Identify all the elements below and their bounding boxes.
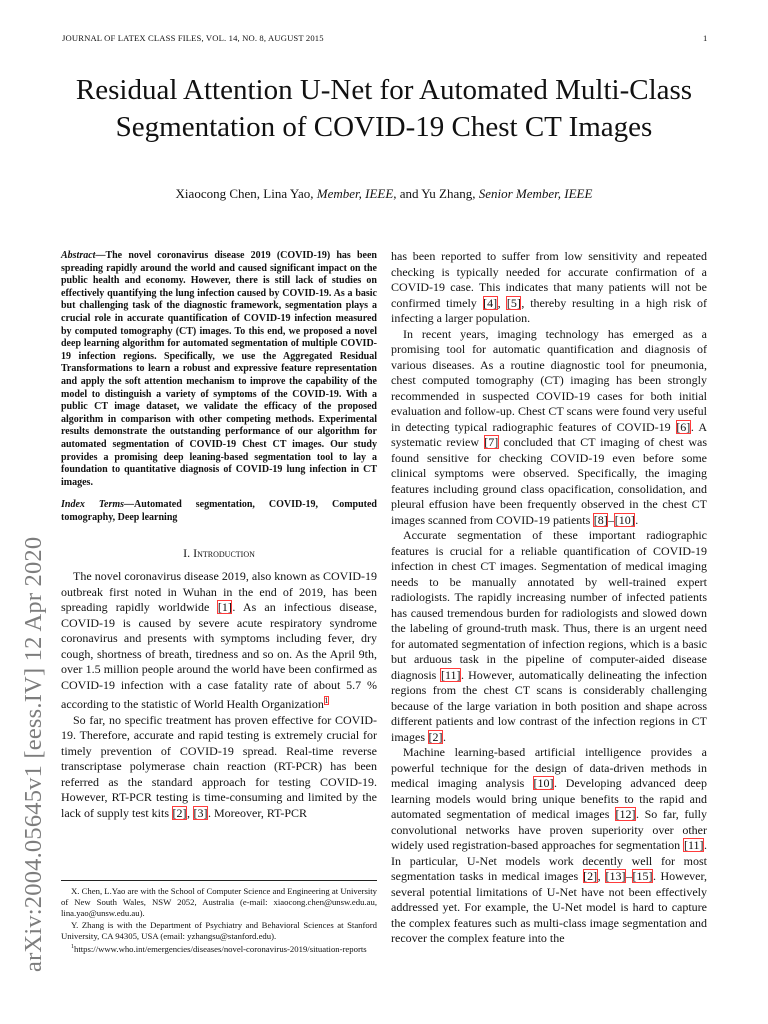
- citation-link[interactable]: [7]: [484, 435, 499, 449]
- author-role-2: Senior Member, IEEE: [478, 186, 593, 201]
- paragraph: has been reported to suffer from low sensitivity and repeated checking is typically needed for accurate confirmation of a COVID-19 case. This indicates that many patients will not be confirmed timely [4], [5], thereby resulting in a high risk of infecting a larger population.: [391, 249, 708, 325]
- citation-link[interactable]: [10]: [533, 776, 554, 790]
- index-terms: [61, 499, 377, 524]
- running-header: JOURNAL OF LATEX CLASS FILES, VOL. 14, NO. 8, AUGUST 2015: [62, 33, 324, 43]
- paragraph: So far, no specific treatment has proven effective for COVID-19. Therefore, accurate and rapid testing is extremely crucial for timely prevention of COVID-19 spread. Real-time reverse transcriptase polymerase chain reaction (RT-PCR) has been referred as the standard approach for testing COVID-19. However, RT-PCR testing is time-consuming and limited by the lack of supply test kits [2], [3]. Moreover, RT-PCR: [61, 712, 377, 820]
- citation-link[interactable]: [12]: [615, 807, 636, 821]
- citation-link[interactable]: [2]: [172, 805, 187, 820]
- paragraph: The novel coronavirus disease 2019, also known as COVID-19 outbreak first noted in Wuhan in the end of 2019, has been spreading rapidly worldwide [1]. As an infectious disease, COVID-19 is caused by severe acute respiratory syndrome coronavirus and presents with symptoms including fever, dry cough, shortness of breath, tiredness and so on. As the April 9th, over 1.5 million people around the world have been confirmed as COVID-19 infection with a case fatality rate of about 5.7 % according to the statistic of World Health Organization$^1$: [61, 569, 377, 712]
- footnote-link[interactable]: 1: [324, 696, 329, 706]
- footnote-affiliation-1: X. Chen, L.Yao are with the School of Computer Science and Engineering at University of New South Wales, NSW 2052, Australia (e-mail: xiaocong.chen@unsw.edu.au, lina.yao@unsw.edu.au).: [61, 886, 378, 919]
- author-names-1: Xiaocong Chen, Lina Yao,: [175, 186, 314, 201]
- abstract: [61, 250, 377, 489]
- right-column: [391, 249, 707, 947]
- citation-link[interactable]: [5]: [506, 295, 521, 310]
- arxiv-stamp: arXiv:2004.05645v1 [eess.IV] 12 Apr 2020: [20, 536, 47, 972]
- author-role-1: Member, IEEE: [316, 186, 394, 201]
- section-title: Introduction: [193, 546, 255, 561]
- left-column: [61, 250, 377, 821]
- paragraph: In recent years, imaging technology has emerged as a promising tool for automatic quantification and diagnosis of various diseases. As a routine diagnostic tool for pneumonia, chest computed tomography (CT) imaging has been strongly recommended in suspected COVID-19 cases for both initial evaluation and follow-up. Chest CT scans were found very useful in detecting typical radiographic features of COVID-19 [6]. A systematic review [7] concluded that CT imaging of chest was found sensitive for checking COVID-19 even before some clinical symptoms were observed. Specifically, the imaging features including ground class opacification, consolidation, and pleural effusion have been frequently observed in the chest CT images scanned from COVID-19 patients [8]–[10].: [391, 326, 707, 527]
- footnote-url: $^1$https://www.who.int/emergencies/diseases/novel-coronavirus-2019/situation-reports: [71, 943, 367, 954]
- citation-link[interactable]: [2]: [583, 869, 598, 883]
- footnote-rule: [61, 880, 377, 881]
- footnotes: [61, 880, 377, 955]
- abstract-label: Abstract: [61, 250, 96, 261]
- citation-link[interactable]: [4]: [483, 295, 498, 310]
- paragraph: Accurate segmentation of these important radiographic features is crucial for a reliable quantification of COVID-19 infection in chest CT images. Segmentation of medical imaging needs to be manually annotated by well-trained expert radiologists. The rapidly increasing number of infected patients has caused tremendous burden for radiologists and slowed down the labeling of ground-truth mask. Thus, there is an urgent need for automated segmentation of infection regions, which is a basic but arduous task in the pipeline of computer-aided disease diagnosis [11]. However, automatically delineating the infection regions from the chest CT scans is considerably challenging because of the large variation in both position and shape across different patients and low contrast of the infection regions in CT images [2].: [391, 528, 707, 744]
- citation-link[interactable]: [8]: [593, 512, 608, 527]
- page-number: 1: [703, 33, 708, 43]
- section-heading: [61, 546, 377, 561]
- citation-link[interactable]: [3]: [193, 805, 208, 820]
- index-terms-label: Index Terms: [61, 499, 125, 511]
- citation-link[interactable]: [2]: [428, 729, 443, 744]
- abstract-text: —The novel coronavirus disease 2019 (COVID-19) has been spreading rapidly around the world and caused significant impact on the public health and economy. However, there is still lack of studies on effectively quantifying the lung infection caused by COVID-19. As a basic but challenging task of the diagnostic framework, segmentation plays a crucial role in accurate quantification of COVID-19 infection measured by computed tomography (CT) images. To this end, we proposed a novel deep learning algorithm for automated segmentation of multiple COVID-19 infection regions. Specifically, we use the Aggregated Residual Transformations to learn a robust and expressive feature representation and apply the soft attention mechanism to improve the capability of the model to distinguish a variety of symptoms of the COVID-19. With a public CT image dataset, we validate the efficacy of the proposed algorithm in comparison with other competing methods. Experimental results demonstrate the outstanding performance of our algorithm for automated segmentation of COVID-19 Chest CT images. Our study provides a promising deep leaning-based segmentation tool to lay a foundation to quantitative diagnosis of COVID-19 lung infection in CT images.: [61, 250, 377, 488]
- citation-link[interactable]: [11]: [683, 838, 704, 852]
- citation-link[interactable]: [13]: [605, 869, 626, 883]
- who-report-link[interactable]: https://www.who.int/emergencies/diseases/novel-coronavirus-2019/situation-reports: [74, 943, 367, 954]
- section-numeral: I.: [183, 546, 191, 561]
- footnote-affiliation-2: Y. Zhang is with the Department of Psychiatry and Behavioral Sciences at Stanford University, CA 94305, USA (email: yzhangsu@stanford.edu).: [61, 919, 377, 941]
- author-names-2: , and Yu Zhang,: [393, 186, 476, 201]
- citation-link[interactable]: [10]: [614, 512, 635, 527]
- citation-link[interactable]: [1]: [217, 600, 232, 615]
- paper-title: Residual Attention U-Net for Automated Multi-Class Segmentation of COVID-19 Chest CT Images: [75, 74, 693, 143]
- author-line: [30, 186, 738, 202]
- citation-link[interactable]: [6]: [676, 419, 691, 434]
- paragraph: Machine learning-based artificial intelligence provides a powerful technique for the design of data-driven methods in medical imaging analysis [10]. Developing advanced deep learning models would bring unique benefits to the rapid and automated segmentation of medical images [12]. So far, fully convolutional networks have proven superiority over other widely used registration-based approaches for segmentation [11]. In particular, U-Net models work decently well for most segmentation tasks in medical images [2], [13]–[15]. However, several potential limitations of U-Net have not been effectively addressed yet. For example, the U-Net model is hard to capture the complex features such as multi-class image segmentation and recover the complex feature into the: [391, 745, 708, 945]
- index-terms-text: —Automated segmentation, COVID-19, Computed tomography, Deep learning: [61, 499, 377, 523]
- citation-link[interactable]: [11]: [440, 667, 461, 682]
- citation-link[interactable]: [15]: [632, 869, 653, 883]
